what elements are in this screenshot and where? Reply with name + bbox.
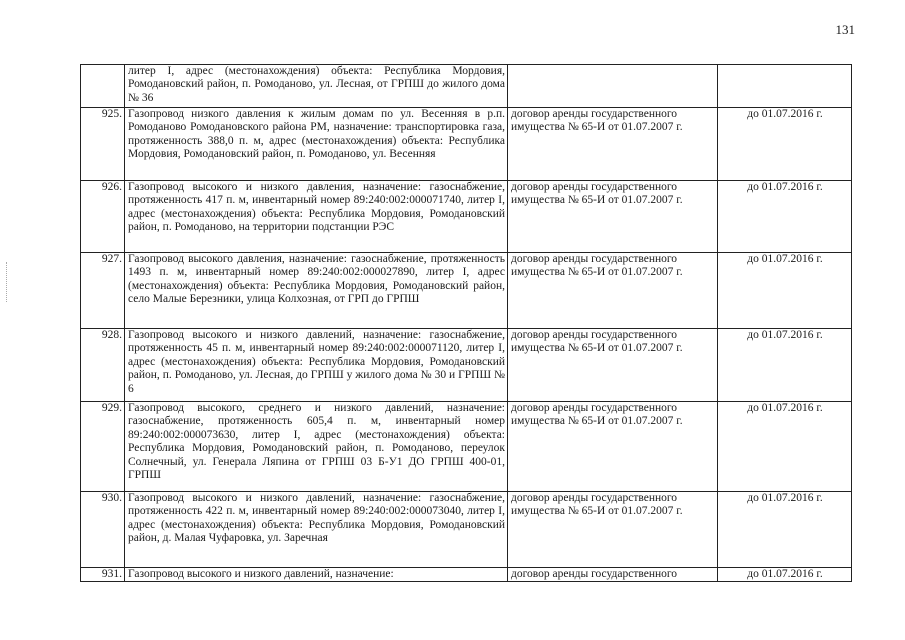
object-description: Газопровод высокого и низкого давления, назначение: газоснабжение, протяженность 417 п. м, инвентарный номер 89:240:002:000071740, литер I, адрес (местонахождения) объекта: Республика Мордовия, Ромодановский район, п. Ромоданово, на территории подстанции РЭС xyxy=(125,181,508,253)
row-number: 928. xyxy=(81,329,125,402)
page-number: 131 xyxy=(835,22,855,37)
lease-term: до 01.07.2016 г. xyxy=(718,253,852,329)
lease-term: до 01.07.2016 г. xyxy=(718,329,852,402)
row-number: 929. xyxy=(81,402,125,492)
legal-basis: договор аренды государственного xyxy=(508,568,718,582)
lease-term: до 01.07.2016 г. xyxy=(718,402,852,492)
object-description: Газопровод высокого и низкого давлений, назначение: газоснабжение, протяженность 45 п. м, инвентарный номер 89:240:002:000071120, литер I, адрес (местонахождения) объекта: Республика Мордовия, Ромодановский район, п. Ромоданово, ул. Лесная, до ГРПШ у жилого дома № 30 и ГРПШ № 6 xyxy=(125,329,508,402)
table-row xyxy=(81,329,852,402)
table-row xyxy=(81,108,852,181)
table-row xyxy=(81,492,852,568)
legal-basis: договор аренды государственного имущества № 65-И от 01.07.2007 г. xyxy=(508,108,718,181)
row-number: 925. xyxy=(81,108,125,181)
legal-basis: договор аренды государственного имущества № 65-И от 01.07.2007 г. xyxy=(508,329,718,402)
lease-term xyxy=(718,65,852,108)
object-description: Газопровод высокого и низкого давлений, назначение: газоснабжение, протяженность 422 п. м, инвентарный номер 89:240:002:000073040, литер I, адрес (местонахождения) объекта: Республика Мордовия, Ромодановский район, д. Малая Чуфаровка, ул. Заречная xyxy=(125,492,508,568)
table-row xyxy=(81,402,852,492)
object-description: Газопровод высокого и низкого давлений, назначение: xyxy=(125,568,508,582)
table-row xyxy=(81,65,852,108)
legal-basis: договор аренды государственного имущества № 65-И от 01.07.2007 г. xyxy=(508,181,718,253)
row-number xyxy=(81,65,125,108)
object-description: литер I, адрес (местонахождения) объекта: Республика Мордовия, Ромодановский район, п. Ромоданово, ул. Лесная, от ГРПШ до жилого дома № 36 xyxy=(125,65,508,108)
legal-basis: договор аренды государственного имущества № 65-И от 01.07.2007 г. xyxy=(508,402,718,492)
row-number: 927. xyxy=(81,253,125,329)
table-row xyxy=(81,253,852,329)
lease-term: до 01.07.2016 г. xyxy=(718,568,852,582)
object-description: Газопровод высокого, среднего и низкого давлений, назначение: газоснабжение, протяженность 605,4 п. м, инвентарный номер 89:240:002:000073630, литер I, адрес (местонахождения) объекта: Республика Мордовия, Ромодановский район, п. Ромоданово, переулок Солнечный, ул. Генерала Ляпина от ГРПШ 03 Б-У1 ДО ГРПШ 400-01, ГРПШ xyxy=(125,402,508,492)
object-description: Газопровод низкого давления к жилым домам по ул. Весенняя в р.п. Ромоданово Ромодановского района РМ, назначение: транспортировка газа, протяженность 388,0 п. м, адрес (местонахождения) объекта: Республика Мордовия, Ромодановский район, п. Ромоданово, ул. Весенняя xyxy=(125,108,508,181)
property-registry-table xyxy=(80,64,852,582)
margin-scan-mark xyxy=(6,262,8,302)
object-description: Газопровод высокого давления, назначение: газоснабжение, протяженность 1493 п. м, инвентарный номер 89:240:002:000027890, литер I, адрес (местонахождения) объекта: Республика Мордовия, Ромодановский район, село Малые Березники, улица Колхозная, от ГРП до ГРПШ xyxy=(125,253,508,329)
row-number: 930. xyxy=(81,492,125,568)
table-row xyxy=(81,568,852,582)
legal-basis: договор аренды государственного имущества № 65-И от 01.07.2007 г. xyxy=(508,492,718,568)
lease-term: до 01.07.2016 г. xyxy=(718,492,852,568)
legal-basis xyxy=(508,65,718,108)
legal-basis: договор аренды государственного имущества № 65-И от 01.07.2007 г. xyxy=(508,253,718,329)
lease-term: до 01.07.2016 г. xyxy=(718,181,852,253)
row-number: 931. xyxy=(81,568,125,582)
table-row xyxy=(81,181,852,253)
row-number: 926. xyxy=(81,181,125,253)
lease-term: до 01.07.2016 г. xyxy=(718,108,852,181)
